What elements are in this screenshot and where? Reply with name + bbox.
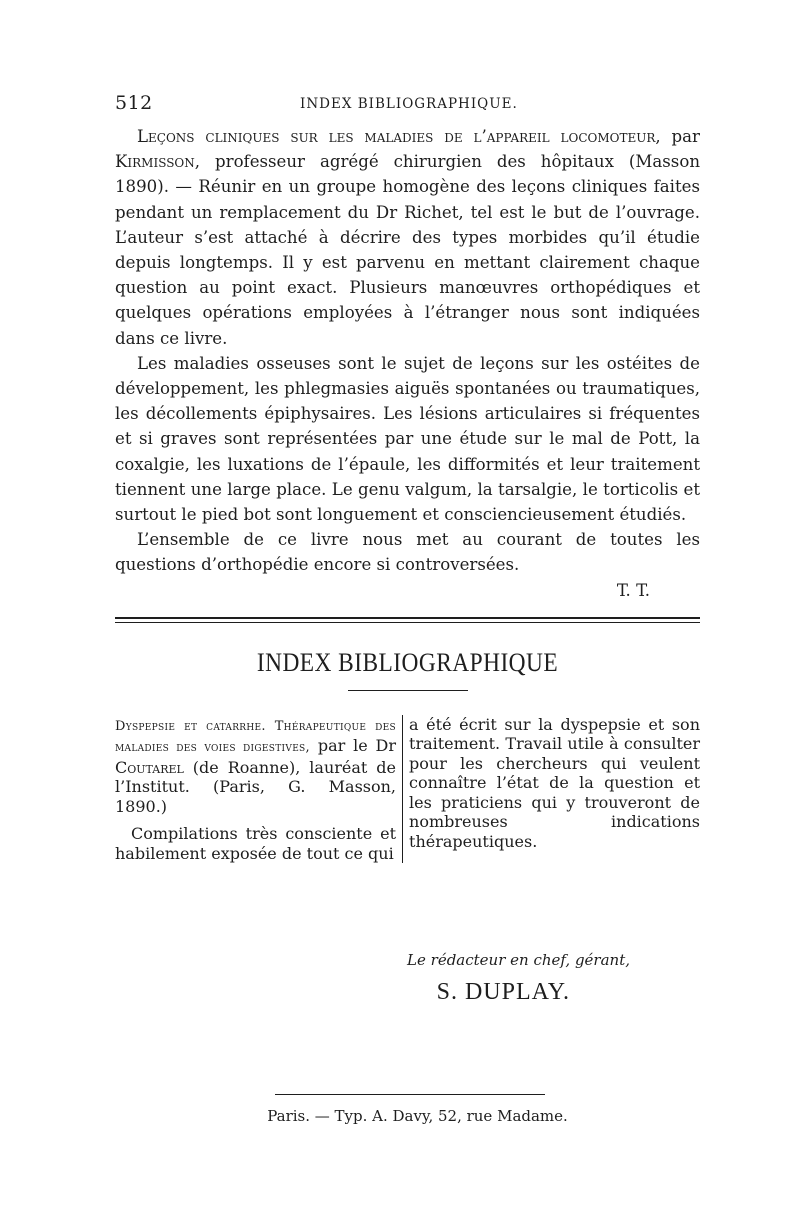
review-book-title: Leçons cliniques sur les maladies de l’appareil locomoteur, [137,127,661,146]
footer-rule [275,1094,545,1095]
index-column-left [115,715,403,864]
running-title: INDEX BIBLIOGRAPHIQUE. [300,96,518,112]
index-heading: INDEX BIBLIOGRAPHIQUE [256,647,559,677]
index-entry-title: Dyspepsie et catarrhe. Thérapeutique des maladies des voies digestives, [115,718,397,756]
index-columns [115,715,700,864]
review-author-details: professeur agrégé chirurgien des hôpitaux (Masson 1890). — Réunir en un groupe homogène des leçons cliniques faites pendant un remplacement du Dr Richet, tel est le but de l’ouvrage. L’auteur s’est attaché à décrire des types morbides qu’il étudie depuis longtemps. Il y est parvenu en mettant clairement chaque question au point exact. Plusieurs manœuvres orthopédiques et quelques opérations employées à l’étranger nous sont indiquées dans ce livre. [115,152,701,348]
index-column-right [403,715,700,864]
review-paragraph-2: Les maladies osseuses sont le sujet de leçons sur les ostéites de développement, les phlegmasies aiguës spontanées ou traumatiques, les décollements épiphysaires. Les lésions articulaires si fréquentes et si graves sont représentées par une étude sur le mal de Pott, la coxalgie, les luxations de l’épaule, les difformités et leur traitement tiennent une large place. Le genu valgum, la tarsalgie, le torticolis et surtout le pied bot sont longuement et consciencieusement étudiés. [115,353,700,525]
review-paragraph-3: L’ensemble de ce livre nous met au courant de toutes les questions d’orthopédie encore si controversées. [115,530,700,575]
review-book-by: par [671,127,700,146]
review-author: Kirmisson, [115,152,201,172]
running-head [115,90,700,124]
index-entry-text-left: Compilations très consciente et habilement exposée de tout ce qui [115,824,397,863]
review-signature-line [115,578,700,603]
index-entry-details: (de Roanne), lauréat de l’Institut. (Paris, G. Masson, 1890.) [115,757,397,816]
editor-label: Le rédacteur en chef, gérant, [407,951,630,970]
review-signature: T. T. [616,580,650,600]
index-entry-by: par le Dr [317,736,397,756]
page-number: 512 [115,92,153,114]
page [115,90,700,1125]
index-entry-text-right: a été écrit sur la dyspepsie et son traitement. Travail utile à consulter pour les chercheurs qui veulent connaître l’état de la question et les praticiens qui y trouveront de nombreuses indications thérapeutiques. [409,714,700,851]
heading-underline [348,690,468,691]
index-entry [115,715,396,817]
printer-imprint: Paris. — Typ. A. Davy, 52, rue Madame. [267,1107,568,1126]
editor-name: S. DUPLAY. [436,979,570,1006]
review-paragraph-1 [115,124,700,351]
double-rule-divider [115,617,700,623]
index-entry-author: Coutarel [115,757,184,777]
book-review [115,124,700,603]
